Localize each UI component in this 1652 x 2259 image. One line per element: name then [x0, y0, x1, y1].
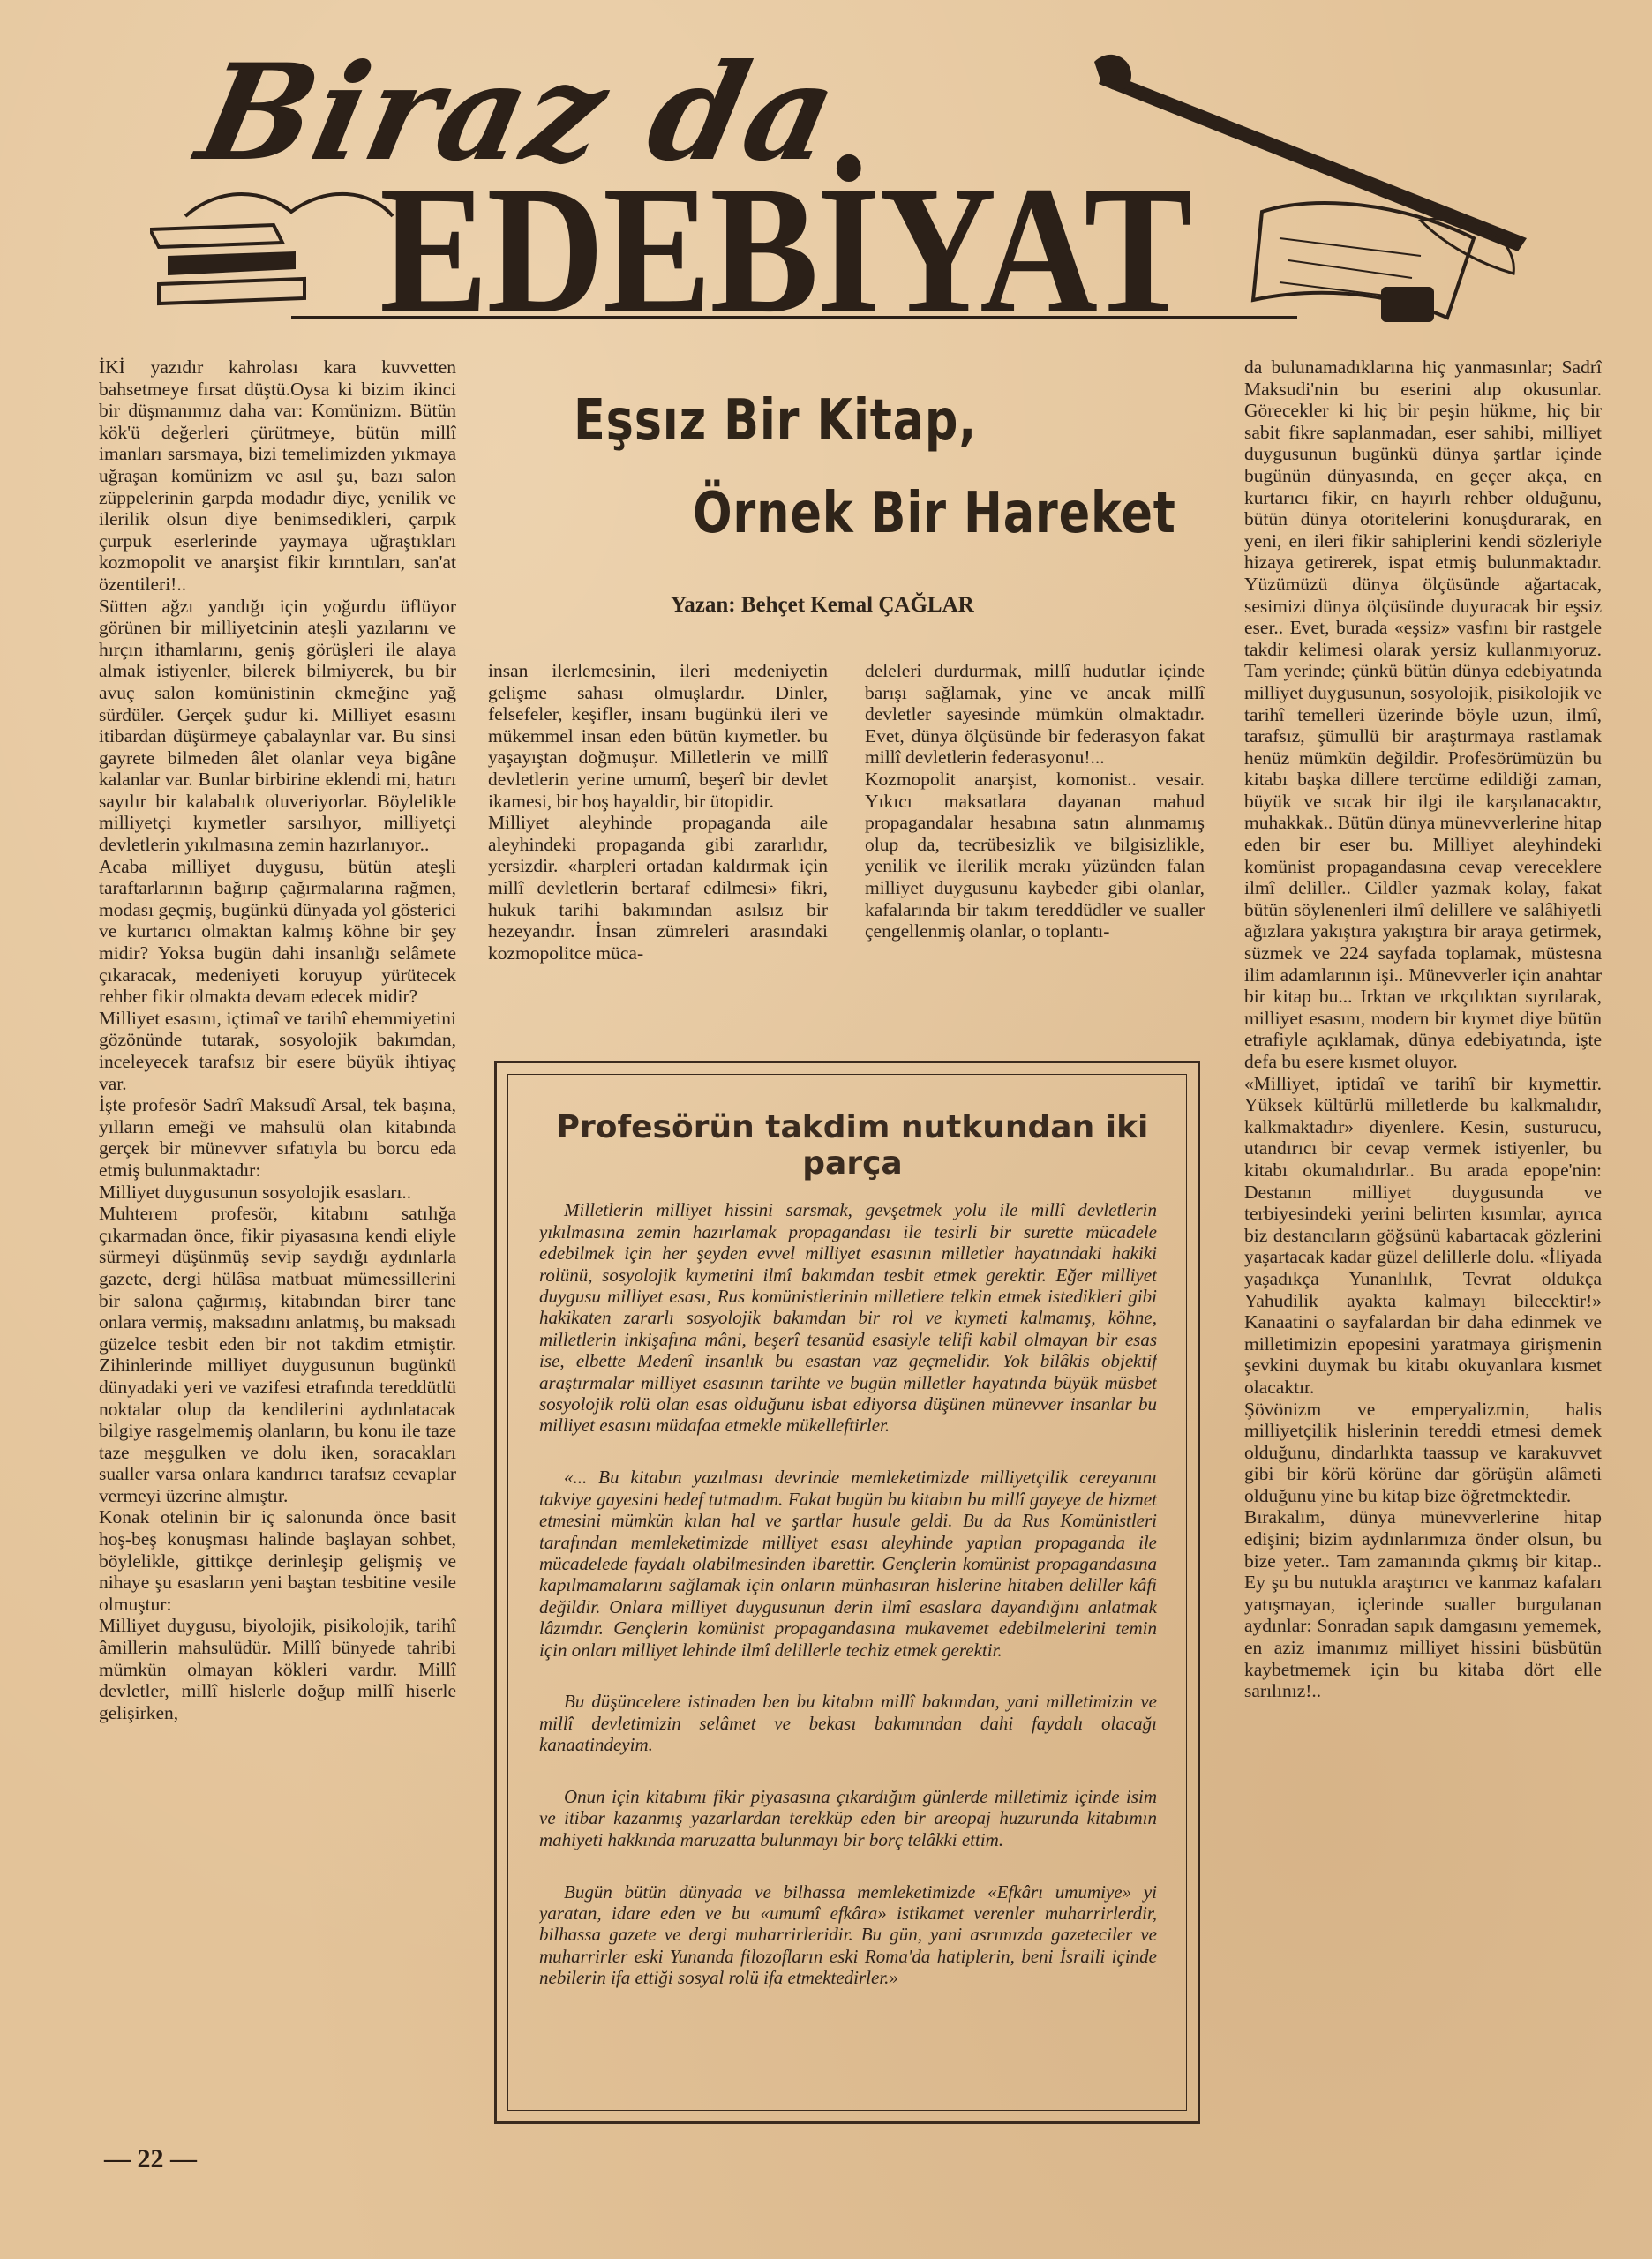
article-byline: Yazan: Behçet Kemal ÇAĞLAR — [671, 593, 974, 617]
box-title: Profesörün takdim nutkundan iki parça — [556, 1109, 1149, 1182]
text-column-1: İKİ yazıdır kahrolası kara kuvvetten bahsetmeye fırsat düştü.Oysa ki bizim ikinci bir düşmanımız daha var: Komünizm. Bütün kök'ü değerleri çürütmeye, bütün millî imanları sarsmaya, bizi temelimizden yıkmaya uğraşan komünizm ve asıl şu, bazı salon züppelerinin garpda modadır diye, yenilik ve ilerilik olsun diye benimsedikleri, çarpık çurpuk eserlerinde yaymaya uğraştıkları kozmopolit ve anarşist fikir kırıntıları, san'at özentileri!.. Sütten ağzı yandığı için yoğurdu üflüyor görünen bir milliyetcinin ateşli yazılarını ve hırçın ithamlarını, geniş görüşleri ile alaya almak istiyenler, bilerek bilmiyerek, bu bir avuç salon komünistinin ekmeğine yağ sürdüler. Gerçek şudur ki. Milliyet esasını itibardan düşürmeye çabalaynlar var. Bu sinsi gayrete bilmeden âlet olanlar veya bigâne kalanlar var. Bunlar birbirine eklendi mi, hatırı sayılır bir kalabalık oluveriyorlar. Böylelikle milliyetçi kıymetler sarsılıyor, milliyetçi devletlerin yıkılmasına zemin hazırlanıyor.. Acaba milliyet duygusu, bütün ateşli taraftarlarının bağırıp çağırmalarına rağmen, modası geçmiş, bugünkü dünyada yol gösterici ve kurtarıcı olmaktan kalmış köhne bir şey midir? Yoksa bugün dahi insanlığı selâmete çıkaracak, medeniyeti koruyup yürütecek rehber fikir olmakta devam edecek midir? Milliyet esasını, içtimaî ve tarihî ehemmiyetini gözönünde tutarak, sosyolojik bakımdan, inceleyecek tarafsız bir esere büyük ihtiyaç var. İşte profesör Sadrî Maksudî Arsal, tek başına, yılların emeği ve mahsulü olan kitabında gerçek bir münevver sıfatıyla bu borcu eda etmiş bulunmaktadır: Milliyet duygusunun sosyolojik esasları.. Muhterem profesör, kitabını satılığa çıkarmadan önce, fikir piyasasına kendi eliyle sürmeyi düşünmüş sevip saydığı aydınlarla gazete, dergi hülâsa matbuat mümessillerini bir salona çağırmış, kitabından birer tane onlara vermiş, maksadını anlatmış, bu maksadı güzelce tesbit eden bir not takdim etmiştir. Zihinlerinde milliyet duygusunun bugünkü dünyadaki yeri ve vazifesi etrafında tereddütlü noktalar olup da kendilerini aydınlatacak bilgiye rasgelmemiş olanların, bu konu ile taze taze meşgulken ve dolu iken, soracakları sualler varsa onlara kandırıcı tarafsız cevaplar vermeyi üzerine almıştır. Konak otelinin bir iç salonunda önce basit hoş-beş konuşması halinde başlayan sohbet, böylelikle, gittikçe derinleşip gelişmiş ve nihaye şu esasların yeni baştan tesbitine vesile olmuştur: Milliyet duygusu, biyolojik, pisikolojik, tarihî âmillerin mahsulüdür. Millî bünyede tahribi mümkün olmayan kökleri vardır. Millî devletler, millî hislerle doğup millî hiserle gelişirken, — [99, 356, 456, 1723]
text-column-3: deleleri durdurmak, millî hudutlar içinde barışı sağlamak, yine ve ancak millî devletler sayesinde mümkün olmaktadır. Evet, dünya ölçüsünde bir federasyon fakat millî devletlerin federasyonu!... Kozmopolit anarşist, komonist.. vesair. Yıkıcı maksatlara dayanan mahud propagandalar hesabına satın alınmamış olup da, tecrübesizlik ve bilgisizlikle, yenilik ve ilerilik merakı yüzünden falan milliyet duygusunu kaybeder gibi olanlar, kafalarında bir takım tereddüdler ve sualler çengellenmiş olanlar, o toplantı- — [865, 660, 1205, 942]
text-column-2: insan ilerlemesinin, ileri medeniyetin gelişme sahası olmuşlardır. Dinler, felsefeler, keşifler, insanı bugünkü ileri ve mükemmel insan eden bütün kıymetler. bu yaşayıştan doğmuşur. Milletlerin ve millî devletlerin yerine umumî, beşerî bir devlet ikamesi, bir boş hayaldir, bir ütopidir. Milliyet aleyhinde propaganda aile aleyhindeki propaganda gibi zararlıdır, yersizdir. «harpleri ortadan kaldırmak için millî devletlerin bertaraf edilmesi» fikri, hukuk tarihi bakımından asılsız bir hezeyandır. İnsan zümreleri arasındaki kozmopolitce müca- — [488, 660, 828, 964]
text-column-4: da bulunamadıklarına hiç yanmasınlar; Sadrî Maksudi'nin bu eserini alıp okusunlar. Görecekler ki hiç bir peşin hükme, hiç bir sabit fikre saplanmadan, eser sahibi, milliyet duygusunun bugünkü dünya şartlar içinde bugünün dünyasında, en geçer akça, en kurtarıcı fikir, en hayırlı rehber olduğunu, bütün dünya otoritelerini konuşdurarak, en yeni, en ileri fikir sahiplerini kendi sözleriyle hizaya getirerek, ispat etmiş bulunmaktadır. Yüzümüzü dünya ölçüsünde ağartacak, sesimizi dünya ölçüsünde duyuracak bir eşsiz eser.. Evet, burada «eşsiz» vasfını bir rastgele takdir kelimesi olarak yersiz kullanmıyoruz. Tam yerinde; çünkü bütün dünya edebiyatında milliyet duygusunun, sosyolojik, pisikolojik ve tarihî temelleri üzerinde böyle uzun, ilmî, tarafsız, şümullü bir araştırmaya rastlamak henüz mümkün değildir. Profesörümüzün bu kitabı başka dillere tercüme edildiği zaman, büyük ve sıcak bir ilgi ile karşılanacaktır, muhakkak.. Bütün dünya münevverlerine hitap eden bir eser bu. Milliyet aleyhindeki komünist propagandasına cevap vereceklere ilmî deliller.. Cildler yazmak kolay, fakat bütün söylenenleri ilmî delillere ve salâhiyetli ağızlara yakıştıra yakıştıra bir araya getirmek, süzmek ve 224 sayfada toplamak, müstesna ilim adamlarının işi.. Münevverler için anahtar bir kitap bu... Irktan ve ırkçılıktan sıyrılarak, milliyet esasını, modern bir kıymet diye bütün etrafiyle açıklamak, dünya edebiyatında, işte defa bu esere kısmet oluyor. «Milliyet, iptidaî ve tarihî bir kıymettir. Yüksek kültürlü milletlerde bu kalkmalıdır, kalkmaktadır» diyenlere. Kesin, susturucu, utandırıcı bir cevap vermek istiyenler, bu kitabı okumalıdırlar.. Bu arada epope'nin: Destanın milliyet duygusunda ve terbiyesindeki yerini belirten kısımlar, ayrıca biz destancıların göğsünü kabartacak gözlerini yaşartacak kadar güzel delillerle dolu. «İliyada yaşadıkça Yunanlılık, Tevrat oldukça Yahudilik ayakta kalmayı bilecektir!» Kanaatini o sayfalardan bir daha edinmek ve milletimizin epopesini yaratmaya girişmenin şevkini duymak bu kitabı okuyanlara kısmet olacaktır. Şövönizm ve emperyalizmin, halis milliyetçilik hislerinin tereddi etmesi demek olduğunu, dindarlıkta taassup ve karakuvvet gibi bir körü körüne dar görüşün alâmeti olduğunu yine bu kitap bize öğretmektedir. Bırakalım, dünya münevverlerine hitap edişini; bizim aydınlarımıza önder olsun, bu bize yeter.. Tam zamanında çıkmış bir kitap.. Ey şu bu nutukla araştırıcı ve kanmaz kafaları yatışmayan, içlerinde sualler burgulanan aydınlar: Sonradan sapık damgasını yememek, en aziz imanımız milliyet hissini büsbütün kaybetmemek için bu kitaba dört elle sarılınız!.. — [1244, 356, 1602, 1702]
box-paragraph: Milletlerin milliyet hissini sarsmak, gevşetmek yolu ile millî devletlerin yıkılmasına zemin hazırlamak propagandası ile tesirli bir surette mücadele edebilmek için her şeyden evvel milliyet esasının milletler hayatındaki hakiki rolünü, sosyolojik kıymetini ilmî bakımdan tesbit etmek gerektir. Eğer milliyet duygusu milliyet esası, Rus komünistlerinin milletlere telkin etmek istedikleri gibi hakikaten zararlı sosyolojik bakımdan bir rol ve kıymeti kalmamış, köhne, milletlerin inkişafına mâni, beşerî tesanüd esasiyle telifi kabil olmayan bir esas ise, elbette Medenî insanlık bu esastan vaz geçmelidir. Yok bilâkis objektif araştırmalar milliyet esasının tarihte ve bugün milletler hayatında büyük müsbet sosyolojik rolü olan esas olduğunu isbat ediyorsa düşünen münevver insanlar bu milliyet esasını müdafaa etmekle mükelleftirler. — [539, 1199, 1157, 1437]
page-number: — 22 — — [104, 2144, 197, 2173]
box-paragraph: Bu düşüncelere istinaden ben bu kitabın millî bakımdan, yani milletimizin ve millî devletimizin selâmet ve bekası bakımından dahi faydalı olacağı kanaatindeyim. — [539, 1691, 1157, 1756]
masthead-title: EDEBİYAT — [379, 148, 1191, 352]
article-headline-line1: Eşsız Bir Kitap, — [574, 388, 978, 454]
masthead-script-word: Biraz da — [186, 35, 852, 191]
article-headline-line2: Örnek Bir Hareket — [693, 481, 1176, 546]
speech-excerpt-box — [494, 1061, 1200, 2124]
box-text — [539, 1178, 1157, 2109]
box-paragraph: Onun için kitabımı fikir piyasasına çıkardığım günlerde milletimiz içinde isim ve itibar kazanmış yazarlardan terekküp eden bir areopaj huzurunda kitabımın mahiyeti hakkında maruzatta bulunmayı bir borç telâkki ettim. — [539, 1785, 1157, 1850]
box-paragraph: Bugün bütün dünyada ve bilhassa memleketimizde «Efkârı umumiye» yi yaratan, idare eden ve bu «umumî efkâra» istikamet verenler muharrirlerdir, bilhassa gazete ve dergi muharrirleridir. Bu gün, yani asrımızda gazeteciler ve muharrirler eski Yunanda filozofların eski Roma'da hatiplerin, beni İsraili içinde nebilerin ifa ettiği sosyal rolü ifa etmektedirler.» — [539, 1880, 1157, 1989]
box-paragraph: «... Bu kitabın yazılması devrinde memleketimizde milliyetçilik cereyanını takviye gayesini hedef tutmadım. Fakat bugün bu kitabın bu millî gayeye de hizmet etmesini mümkün kılan hal ve şartlar husule geldi. Bu da Rus Komünistleri tarafından memleketimizde milliyet esası aleyhinde yapılan propaganda ile mücadelede faydalı olabilmesinden ibarettir. Gençlerin komünist propagandasına kapılmamalarını sağlamak için onların münhasıran hislerine hitaben deliller kâfi değildir. Onlara milliyet duygusunun derin ilmî esaslara dayandığını anlatmak lâzımdır. Gençlerin komünist propagandasına mukavemet edebilmelerini temin için onları milliyet lehinde ilmî delillerle techiz etmek gerektir. — [539, 1467, 1157, 1661]
